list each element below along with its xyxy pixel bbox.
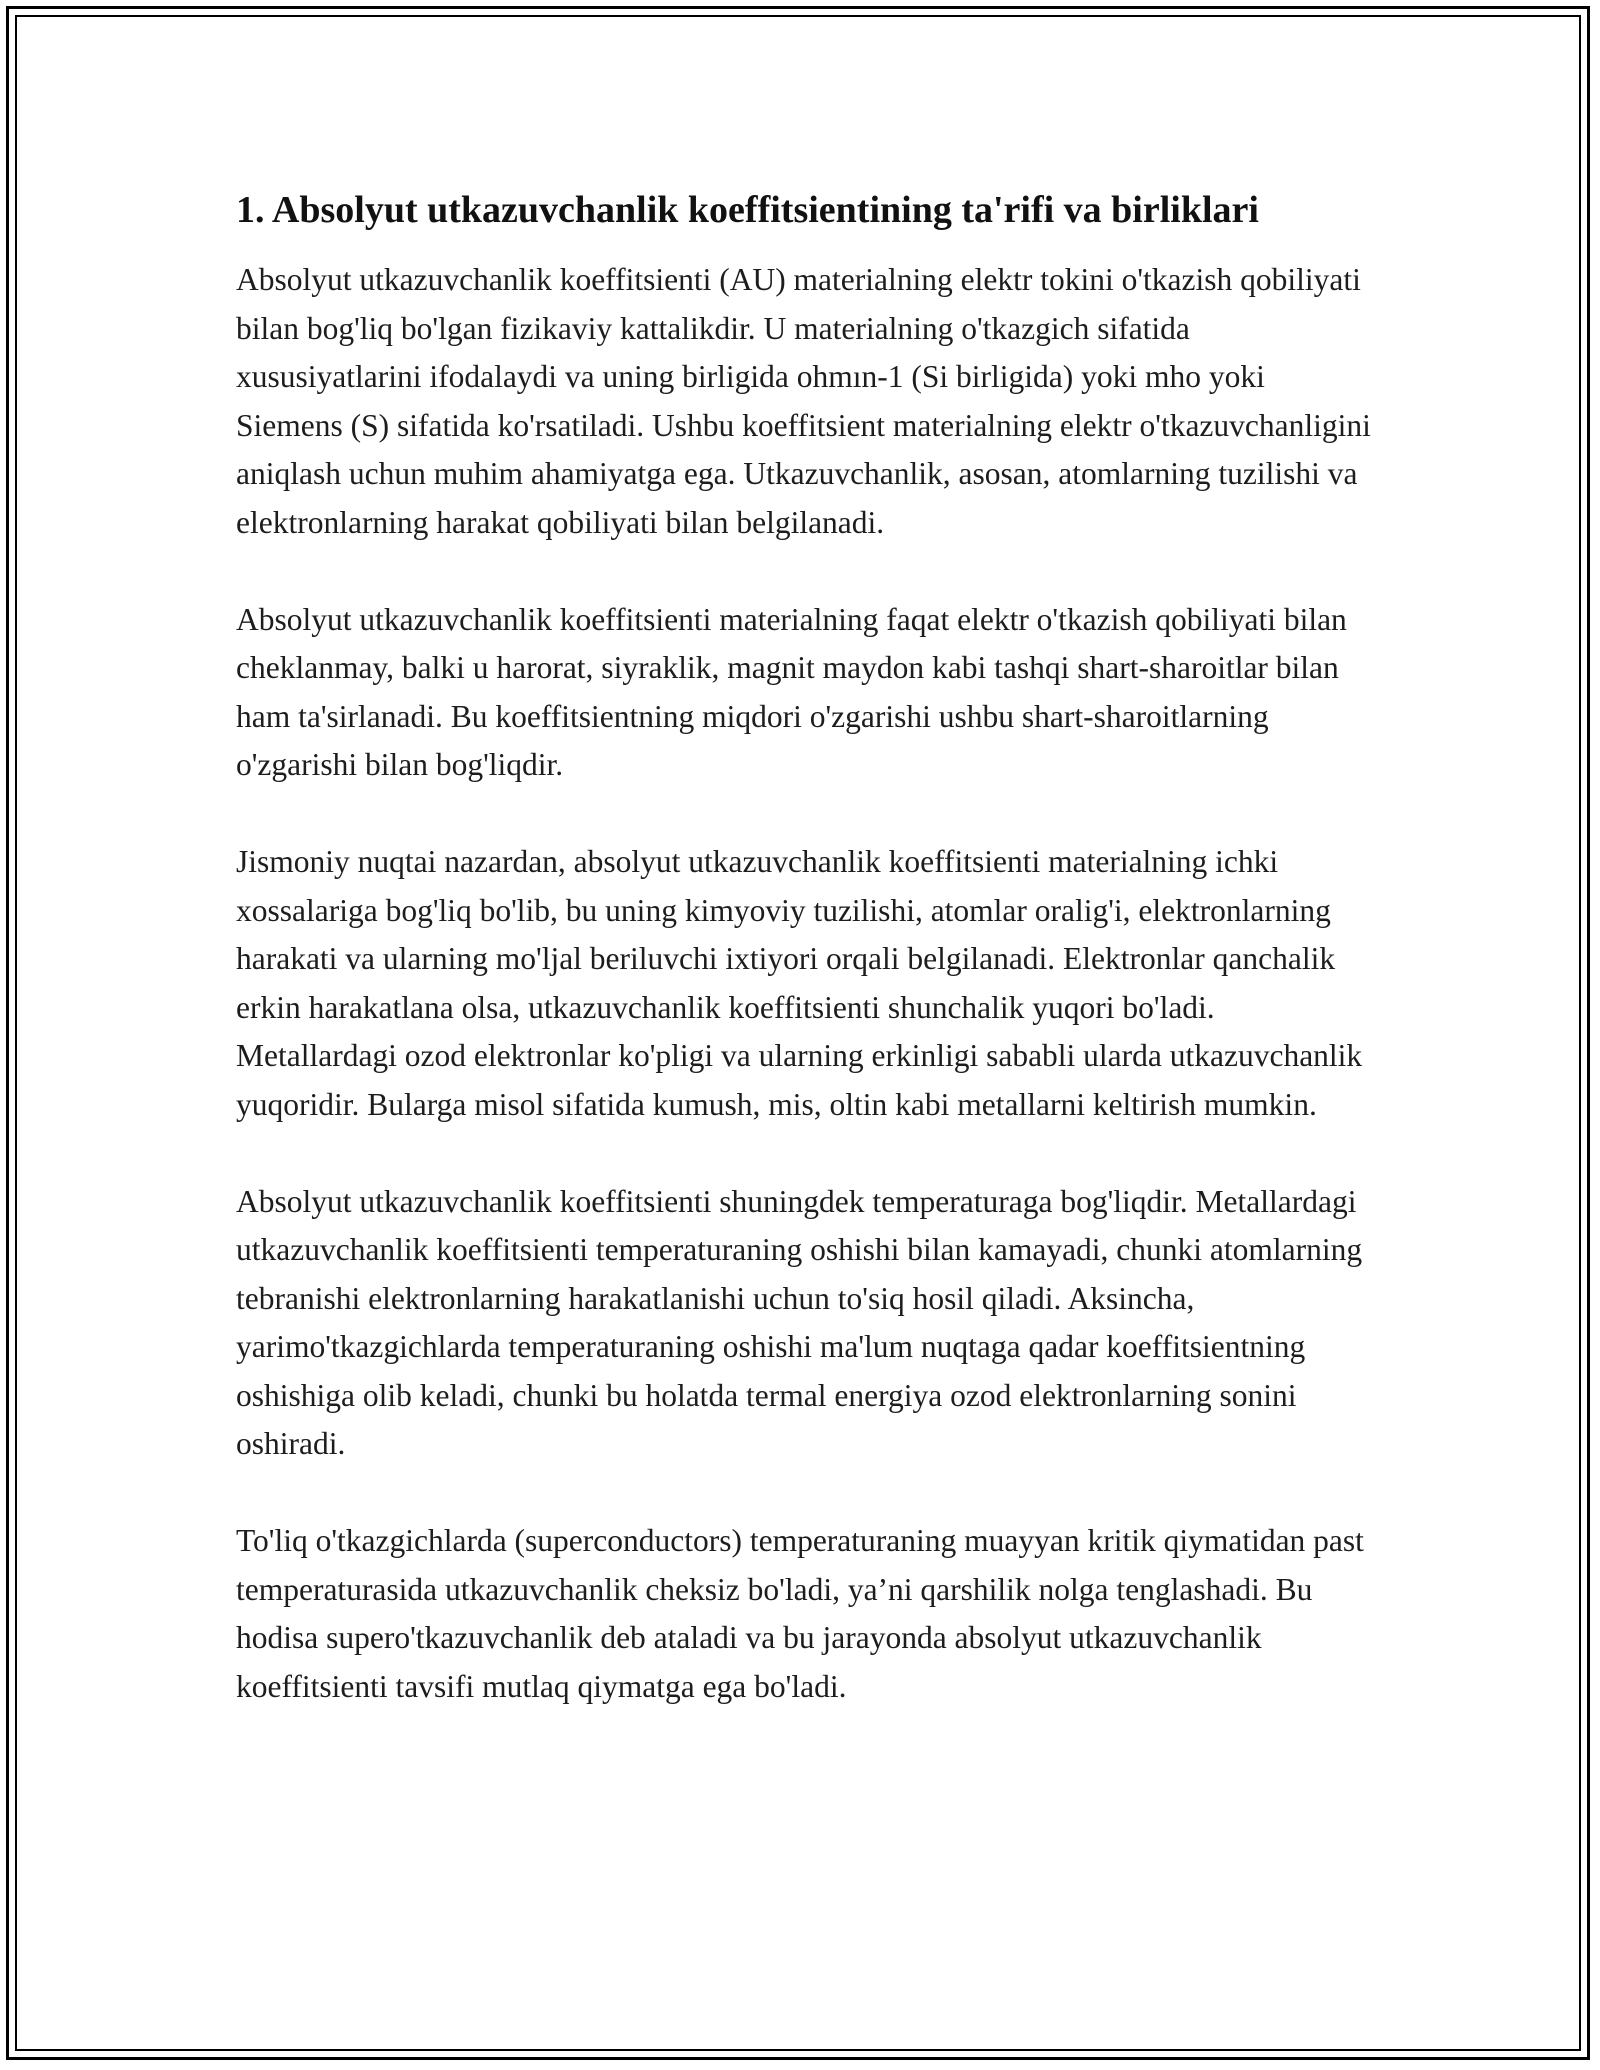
document-body xyxy=(236,256,1376,1711)
section-heading: 1. Absolyut utkazuvchanlik koeffitsientining ta'rifi va birliklari xyxy=(236,189,1259,231)
paragraph-definition: Absolyut utkazuvchanlik koeffitsienti (AU) materialning elektr tokini o'tkazish qobiliyati bilan bog'liq bo'lgan fizikaviy kattalikdir. U materialning o'tkazgich sifatida xususiyatlarini ifodalaydi va uning birligida ohmın-1 (Si birligida) yoki mho yoki Siemens (S) sifatida ko'rsatiladi. Ushbu koeffitsient materialning elektr o'tkazuvchanligini aniqlash uchun muhim ahamiyatga ega. Utkazuvchanlik, asosan, atomlarning tuzilishi va elektronlarning harakat qobiliyati bilan belgilanadi. xyxy=(236,262,1371,540)
document-content xyxy=(236,186,1376,1760)
paragraph-superconductors: To'liq o'tkazgichlarda (superconductors) temperaturaning muayyan kritik qiymatidan past temperaturasida utkazuvchanlik cheksiz bo'ladi, ya’ni qarshilik nolga tenglashadi. Bu hodisa supero'tkazuvchanlik deb ataladi va bu jarayonda absolyut utkazuvchanlik koeffitsienti tavsifi mutlaq qiymatga ega bo'ladi. xyxy=(236,1523,1364,1704)
paragraph-external-conditions: Absolyut utkazuvchanlik koeffitsienti materialning faqat elektr o'tkazish qobiliyati bilan cheklanmay, balki u harorat, siyraklik, magnit maydon kabi tashqi shart-sharoitlar bilan ham ta'sirlanadi. Bu koeffitsientning miqdori o'zgarishi ushbu shart-sharoitlarning o'zgarishi bilan bog'liqdir. xyxy=(236,601,1347,782)
paragraph-temperature: Absolyut utkazuvchanlik koeffitsienti shuningdek temperaturaga bog'liqdir. Metallardagi utkazuvchanlik koeffitsienti temperaturaning oshishi bilan kamayadi, chunki atomlarning tebranishi elektronlarning harakatlanishi uchun to'siq hosil qiladi. Aksincha, yarimo'tkazgichlarda temperaturaning oshishi ma'lum nuqtaga qadar koeffitsientning oshishiga olib keladi, chunki bu holatda termal energiya ozod elektronlarning sonini oshiradi. xyxy=(236,1183,1363,1461)
paragraph-physical-view: Jismoniy nuqtai nazardan, absolyut utkazuvchanlik koeffitsienti materialning ichki xossalariga bog'liq bo'lib, bu uning kimyoviy tuzilishi, atomlar oralig'i, elektronlarning harakati va ularning mo'ljal beriluvchi ixtiyori orqali belgilanadi. Elektronlar qanchalik erkin harakatlana olsa, utkazuvchanlik koeffitsienti shunchalik yuqori bo'ladi. Metallardagi ozod elektronlar ko'pligi va ularning erkinligi sababli ularda utkazuvchanlik yuqoridir. Bularga misol sifatida kumush, mis, oltin kabi metallarni keltirish mumkin. xyxy=(236,844,1363,1122)
